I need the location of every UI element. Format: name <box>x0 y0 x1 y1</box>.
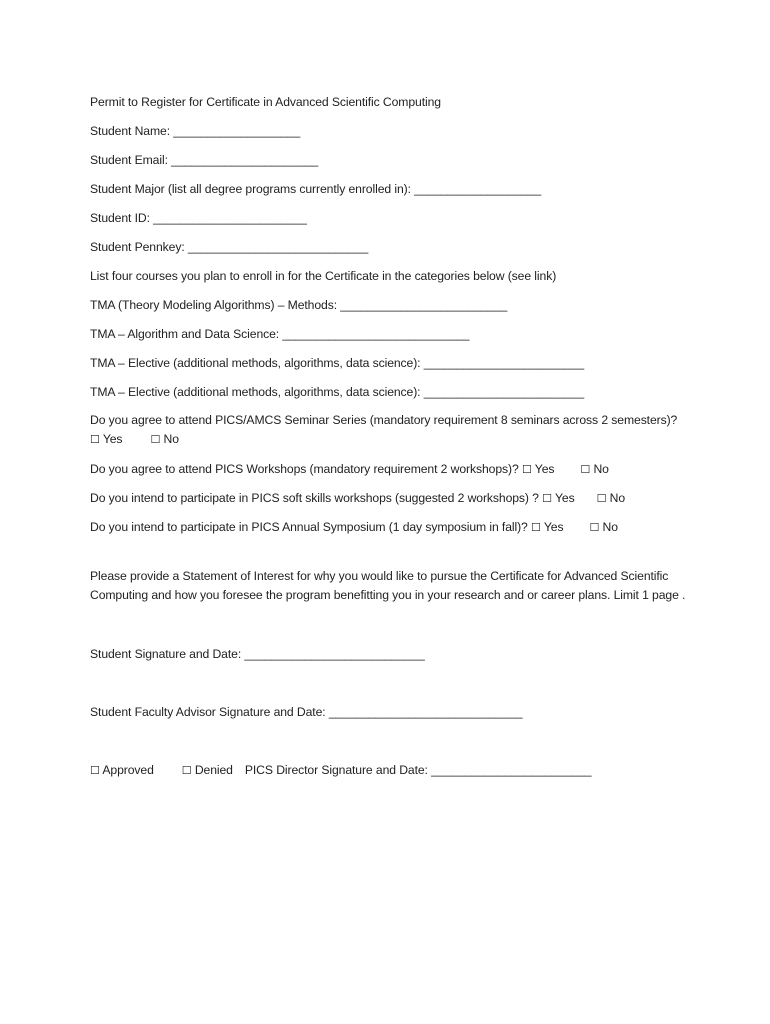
symposium-question-text: Do you intend to participate in PICS Annual Symposium (1 day symposium in fall)? <box>90 520 528 534</box>
tma-elective-1-field[interactable]: TMA – Elective (additional methods, algorithms, data science): ________________________ <box>90 356 585 370</box>
student-name-field[interactable]: Student Name: ___________________ <box>90 124 301 138</box>
denied-option[interactable] <box>182 760 233 781</box>
courses-intro: List four courses you plan to enroll in for the Certificate in the categories below (see link) <box>90 269 557 283</box>
seminar-question-text: Do you agree to attend PICS/AMCS Seminar Series (mandatory requirement 8 seminars across 2 semesters)? <box>90 413 678 427</box>
form-title: Permit to Register for Certificate in Advanced Scientific Computing <box>90 95 441 109</box>
checkbox-icon[interactable]: ☐ <box>181 764 192 777</box>
checkbox-icon[interactable]: ☐ <box>521 463 532 476</box>
advisor-signature-field[interactable]: Student Faculty Advisor Signature and Date: _____________________________ <box>90 705 523 719</box>
symposium-question <box>90 517 690 546</box>
approved-label: Approved <box>102 763 154 777</box>
soft-skills-no-label: No <box>609 491 626 505</box>
student-id-field[interactable]: Student ID: _______________________ <box>90 211 307 225</box>
workshops-question <box>90 459 690 488</box>
checkbox-icon[interactable]: ☐ <box>90 764 100 777</box>
denied-label: Denied <box>194 763 233 777</box>
student-major-field[interactable]: Student Major (list all degree programs currently enrolled in): ___________________ <box>90 182 542 196</box>
workshops-question-text: Do you agree to attend PICS Workshops (mandatory requirement 2 workshops)? <box>90 462 519 476</box>
checkbox-icon[interactable]: ☐ <box>596 492 607 505</box>
seminar-yes-label: Yes <box>102 432 123 446</box>
symposium-yes-label: Yes <box>543 520 564 534</box>
soft-skills-no-option[interactable] <box>597 488 625 509</box>
checkbox-icon[interactable]: ☐ <box>542 492 552 505</box>
director-section <box>90 760 690 789</box>
soft-skills-question <box>90 488 690 517</box>
seminar-yes-option[interactable] <box>90 430 122 449</box>
checkbox-icon[interactable]: ☐ <box>531 521 541 534</box>
workshops-no-option[interactable] <box>580 459 608 480</box>
statement-of-interest: Please provide a Statement of Interest for why you would like to pursue the Certificate for Advanced Scientific Computing and how you foresee the program benefitting you in your research and or career plans. Limit 1 page . <box>90 569 686 602</box>
tma-methods-field[interactable]: TMA (Theory Modeling Algorithms) – Methods: _________________________ <box>90 298 508 312</box>
seminar-no-option[interactable] <box>150 430 178 449</box>
soft-skills-yes-label: Yes <box>555 491 575 505</box>
approved-option[interactable] <box>90 760 154 781</box>
workshops-yes-option[interactable] <box>522 459 554 480</box>
workshops-no-label: No <box>593 462 609 476</box>
symposium-no-option[interactable] <box>589 517 617 538</box>
soft-skills-question-text: Do you intend to participate in PICS soft skills workshops (suggested 2 workshops) ? <box>90 491 539 505</box>
symposium-no-label: No <box>602 520 618 534</box>
permit-form <box>90 92 690 789</box>
checkbox-icon[interactable]: ☐ <box>150 433 161 446</box>
checkbox-icon[interactable]: ☐ <box>589 521 600 534</box>
tma-elective-2-field[interactable]: TMA – Elective (additional methods, algorithms, data science): ________________________ <box>90 385 585 399</box>
soft-skills-yes-option[interactable] <box>542 488 574 509</box>
symposium-yes-option[interactable] <box>531 517 563 538</box>
seminar-question <box>90 411 690 459</box>
student-signature-field[interactable]: Student Signature and Date: ___________________________ <box>90 647 425 661</box>
director-signature-field[interactable]: PICS Director Signature and Date: ________________________ <box>244 763 592 777</box>
workshops-yes-label: Yes <box>534 462 555 476</box>
tma-algorithm-field[interactable]: TMA – Algorithm and Data Science: ____________________________ <box>90 327 470 341</box>
seminar-no-label: No <box>163 432 179 446</box>
student-pennkey-field[interactable]: Student Pennkey: ___________________________ <box>90 240 369 254</box>
checkbox-icon[interactable]: ☐ <box>90 433 100 446</box>
checkbox-icon[interactable]: ☐ <box>580 463 591 476</box>
student-email-field[interactable]: Student Email: ______________________ <box>90 153 319 167</box>
